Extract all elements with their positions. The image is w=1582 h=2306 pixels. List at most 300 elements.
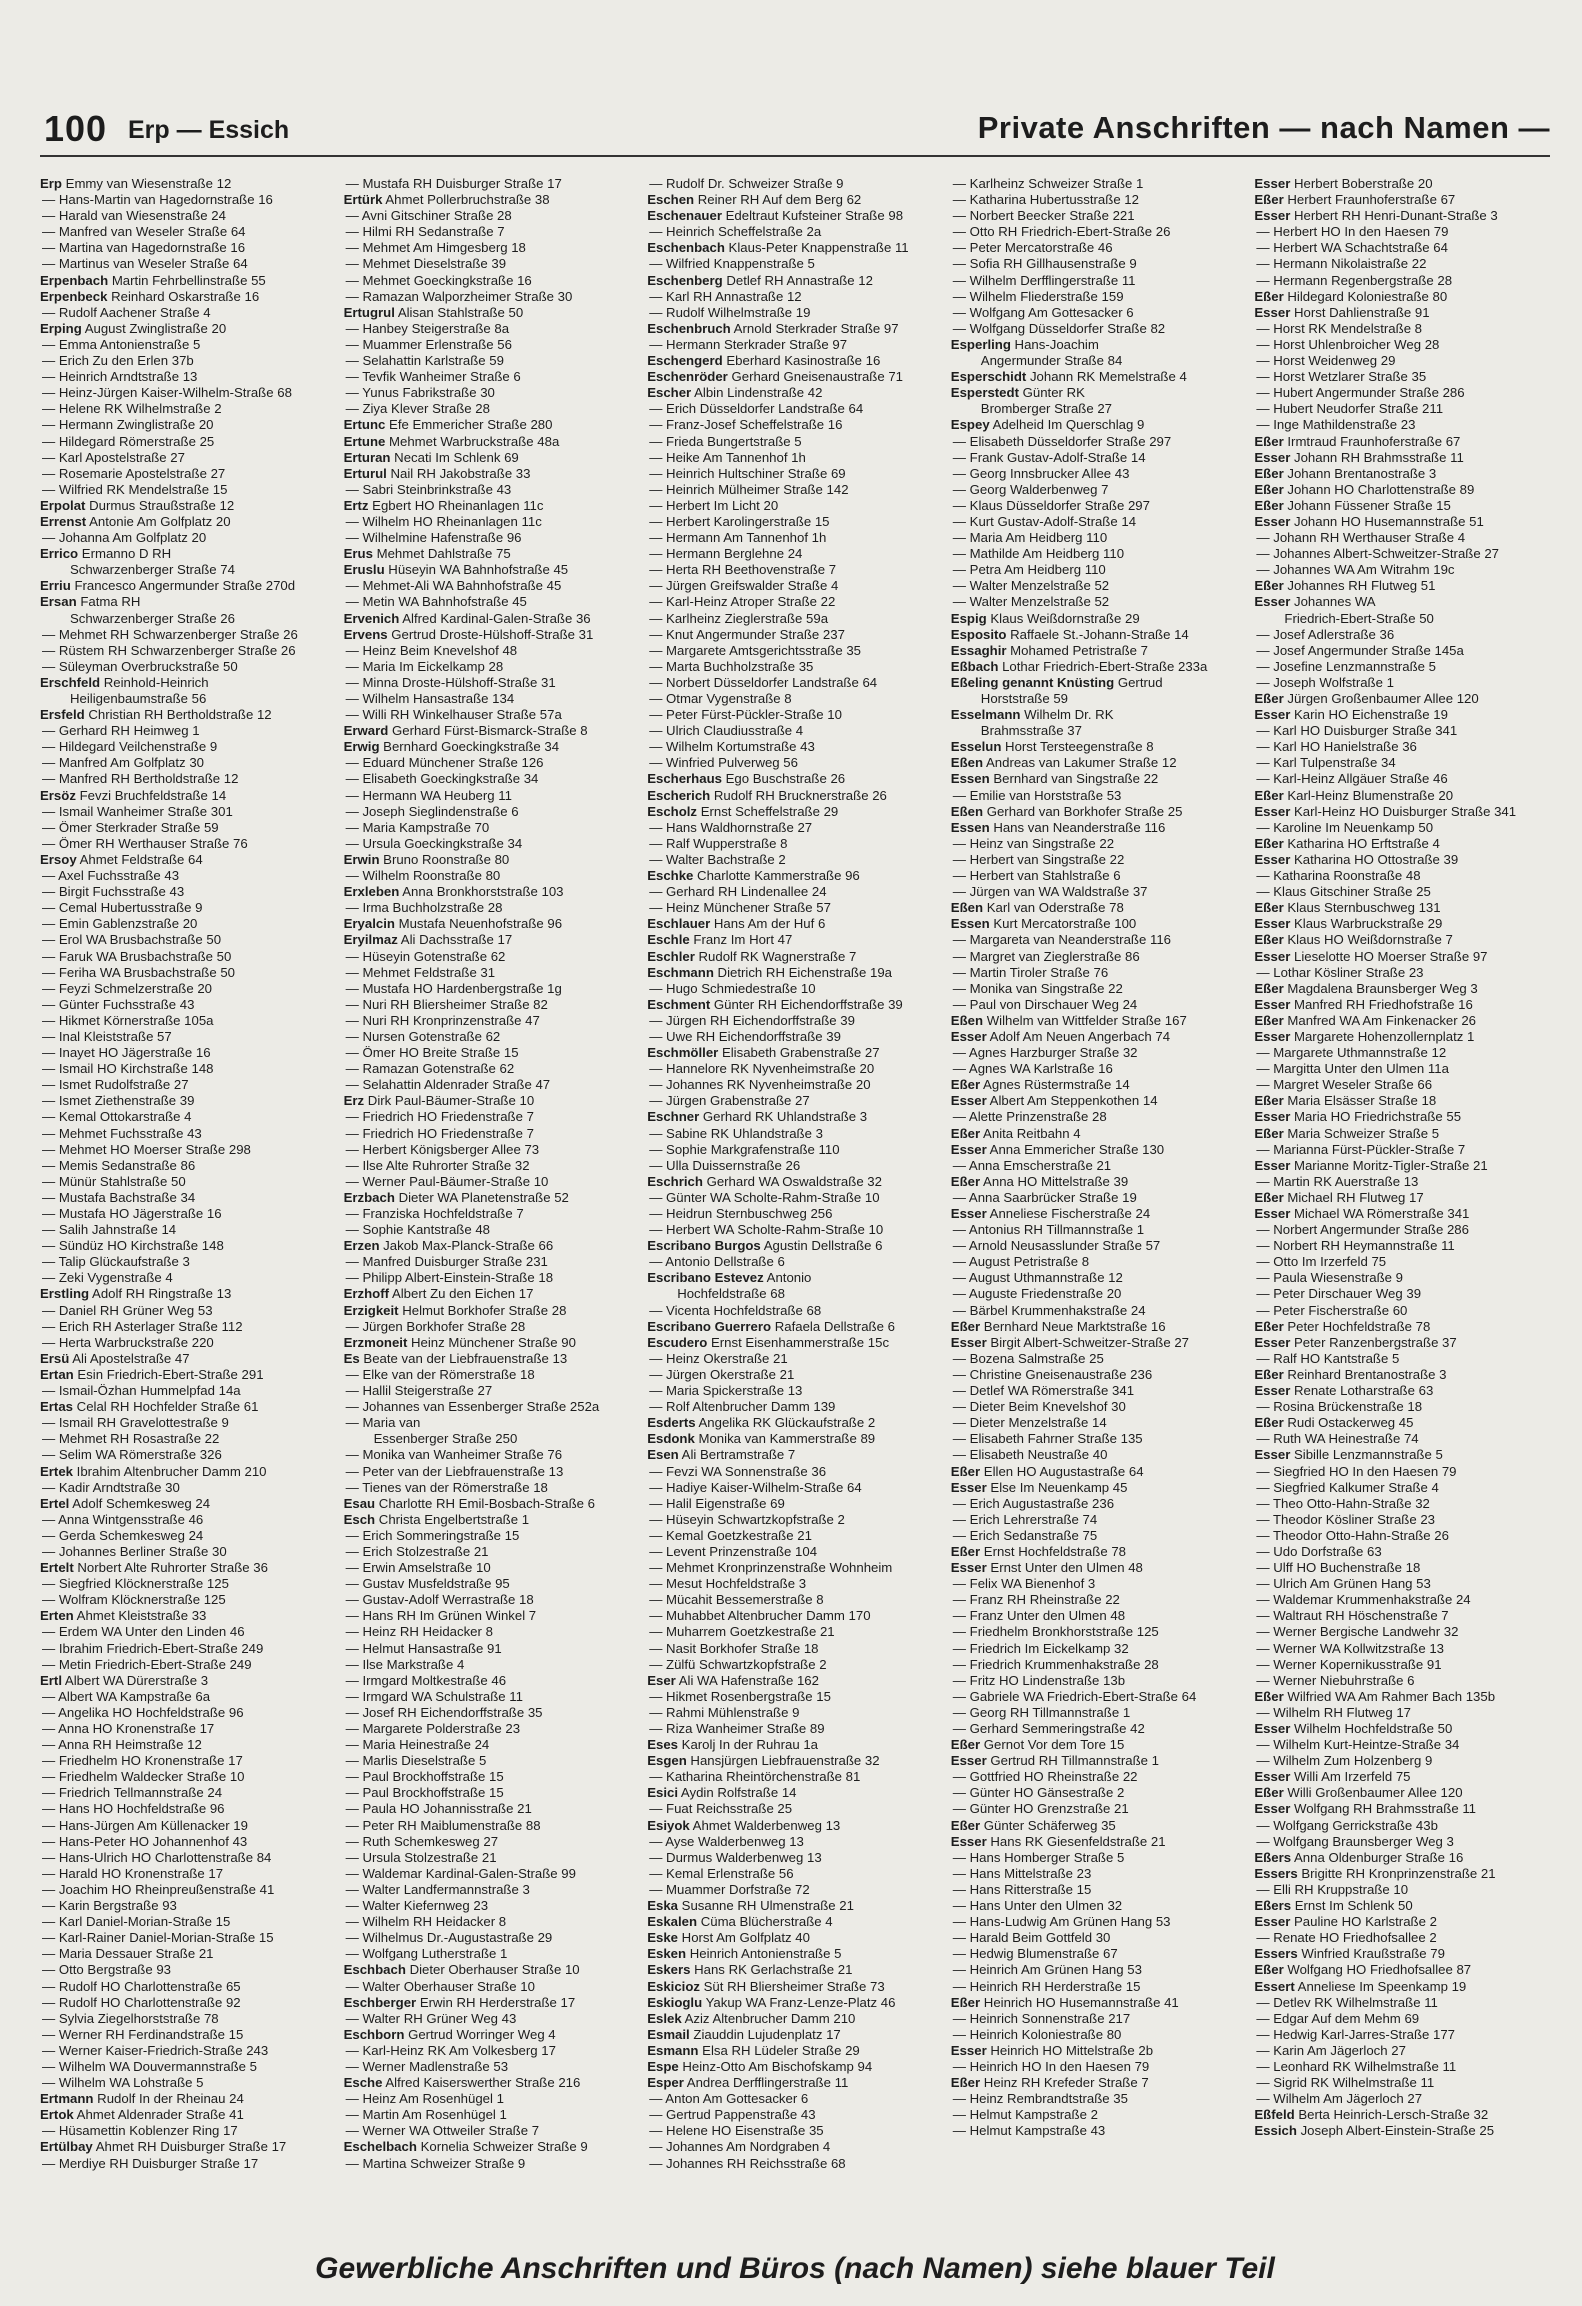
directory-entry: Esser Herbert RH Henri-Dunant-Straße 3 xyxy=(1254,208,1498,224)
directory-column-5 xyxy=(1254,176,1550,2226)
directory-entry: Eßer Jürgen Großenbaumer Allee 120 xyxy=(1254,691,1479,706)
directory-entry: — Jürgen van WA Waldstraße 37 xyxy=(952,884,1148,900)
directory-entry: Eßer Wilfried WA Am Rahmer Bach 135b xyxy=(1254,1688,1496,1704)
directory-entry: — Marianna Fürst-Pückler-Straße 7 xyxy=(1256,1141,1466,1157)
directory-entry: — Ramazan Gotenstraße 62 xyxy=(345,1061,515,1077)
directory-entry: — Angelika HO Hochfeldstraße 96 xyxy=(42,1704,244,1720)
directory-entry: — Elisabeth Goeckingkstraße 34 xyxy=(345,771,539,787)
directory-entry: — Hedwig Blumenstraße 67 xyxy=(952,1946,1118,1962)
directory-entry: Esser Peter Ranzenbergstraße 37 xyxy=(1254,1334,1457,1350)
directory-entry: Esper Andrea Derfflingerstraße 11 xyxy=(647,2075,849,2091)
directory-entry: — Mehmet Kronprinzenstraße Wohnheim xyxy=(649,1560,893,1576)
directory-entry: — Hannelore RK Nyvenheimstraße 20 xyxy=(649,1061,875,1077)
directory-entry: — Ruth WA Heinestraße 74 xyxy=(1256,1431,1419,1447)
directory-entry: — Wilhelm Roonstraße 80 xyxy=(345,868,501,884)
directory-entry: — Muhabbet Altenbrucher Damm 170 xyxy=(649,1608,871,1624)
directory-entry: — Petra Am Heidberg 110 xyxy=(952,562,1106,578)
directory-entry: — Riza Wanheimer Straße 89 xyxy=(649,1721,825,1736)
directory-entry: — Werner Paul-Bäumer-Straße 10 xyxy=(345,1173,549,1189)
directory-entry: Esselmann Wilhelm Dr. RK xyxy=(950,707,1114,723)
directory-entry: — Wilhelm Kortumstraße 43 xyxy=(649,739,815,755)
directory-entry: — Yunus Fabrikstraße 30 xyxy=(345,385,495,401)
directory-entry: — Friedrich Im Eickelkamp 32 xyxy=(952,1640,1129,1656)
directory-entry: — Mustafa HO Hardenbergstraße 1g xyxy=(345,980,562,996)
directory-entry: — Heinrich Hultschiner Straße 69 xyxy=(649,465,846,481)
directory-entry: — Manfred Duisburger Straße 231 xyxy=(345,1254,548,1270)
directory-entry: — Peter RH Maiblumenstraße 88 xyxy=(345,1817,541,1833)
directory-entry: — Norbert Beecker Straße 221 xyxy=(952,208,1135,224)
directory-entry: — Ömer Sterkrader Straße 59 xyxy=(42,819,219,835)
directory-entry: — Karin Am Jägerloch 27 xyxy=(1256,2042,1406,2058)
directory-entry: — Herbert Im Licht 20 xyxy=(649,497,779,513)
directory-entry: — Friedhelm Bronkhorststraße 125 xyxy=(952,1624,1159,1640)
directory-entry: — Peter Dirschauer Weg 39 xyxy=(1256,1286,1422,1302)
directory-entry: — Wilhelm RH Flutweg 17 xyxy=(1256,1704,1412,1720)
directory-entry: — Martin Am Rosenhügel 1 xyxy=(345,2107,507,2123)
directory-entry: Eßeling genannt Knüsting Gertrud xyxy=(950,674,1163,690)
directory-entry: — Maria Heinestraße 24 xyxy=(345,1737,490,1753)
directory-entry: — Maria Kampstraße 70 xyxy=(345,819,490,835)
directory-entry: Eses Karolj In der Ruhrau 1a xyxy=(647,1737,819,1753)
directory-entry: — Friedrich HO Friedenstraße 7 xyxy=(345,1109,534,1125)
directory-entry: — Jürgen Borkhofer Straße 28 xyxy=(345,1318,526,1334)
directory-entry: — Tevfik Wanheimer Straße 6 xyxy=(345,369,521,385)
directory-entry: — Elisabeth Neustraße 40 xyxy=(952,1447,1108,1463)
directory-entry: — Josef Adlerstraße 36 xyxy=(1256,626,1395,642)
directory-entry: Esser Maria HO Friedrichstraße 55 xyxy=(1254,1109,1462,1125)
directory-entry: — Johannes Berliner Straße 30 xyxy=(42,1543,227,1559)
directory-entry: — Kemal Ottokarstraße 4 xyxy=(42,1109,192,1125)
directory-entry: — Heinrich RH Herderstraße 15 xyxy=(952,1978,1141,1994)
directory-entry: — Josef RH Eichendorffstraße 35 xyxy=(345,1704,543,1720)
directory-entry: Erxleben Anna Bronkhorststraße 103 xyxy=(343,884,564,900)
directory-entry: — Mustafa RH Duisburger Straße 17 xyxy=(345,176,562,191)
directory-entry: Ertl Albert WA Dürerstraße 3 xyxy=(40,1672,209,1688)
directory-entry: — Ismail Wanheimer Straße 301 xyxy=(42,803,233,819)
directory-entry: Eßer Maria Elsässer Straße 18 xyxy=(1254,1093,1437,1109)
directory-entry: — Wilhelmus Dr.-Augustastraße 29 xyxy=(345,1930,553,1946)
directory-entry: Escher Albin Lindenstraße 42 xyxy=(647,385,823,401)
directory-entry: Esser Sibille Lenzmannstraße 5 xyxy=(1254,1447,1443,1463)
directory-entry: — Karlheinz Schweizer Straße 1 xyxy=(952,176,1144,191)
directory-entry: Eskioglu Yakup WA Franz-Lenze-Platz 46 xyxy=(647,1994,896,2010)
directory-entry: — Katharina Rheintörchenstraße 81 xyxy=(649,1769,861,1785)
directory-entry: — Fuat Reichsstraße 25 xyxy=(649,1801,793,1817)
directory-entry: — Wolfgang Braunsberger Weg 3 xyxy=(1256,1833,1454,1849)
directory-entry: — Herbert Königsberger Allee 73 xyxy=(345,1141,540,1157)
directory-entry: — Peter van der Liebfrauenstraße 13 xyxy=(345,1463,564,1479)
directory-entry: — Karin Bergstraße 93 xyxy=(42,1898,177,1914)
directory-entry: — Hubert Angermunder Straße 286 xyxy=(1256,385,1465,401)
directory-entry: — Rudolf Aachener Straße 4 xyxy=(42,304,211,320)
directory-entry: — Fevzi WA Sonnenstraße 36 xyxy=(649,1463,827,1479)
directory-entry: — Ursula Stolzestraße 21 xyxy=(345,1849,497,1865)
directory-entry: — Wilhelm Derfflingerstraße 11 xyxy=(952,272,1136,288)
directory-entry: — Selahattin Aldenrader Straße 47 xyxy=(345,1077,551,1093)
directory-entry: Eschelbach Kornelia Schweizer Straße 9 xyxy=(343,2139,588,2155)
footer-note: Gewerbliche Anschriften und Büros (nach Namen) siehe blauer Teil xyxy=(315,2252,1275,2285)
directory-entry: — Hermann WA Heuberg 11 xyxy=(345,787,512,803)
directory-entry: Escherich Rudolf RH Brucknerstraße 26 xyxy=(647,787,887,803)
directory-entry: — Ursula Goeckingkstraße 34 xyxy=(345,835,523,851)
directory-entry: — Hanbey Steigerstraße 8a xyxy=(345,320,510,336)
directory-entry: Esser Herbert Boberstraße 20 xyxy=(1254,176,1433,191)
directory-entry: — Martin Tiroler Straße 76 xyxy=(952,964,1109,980)
directory-entry: — Ilse Alte Ruhrorter Straße 32 xyxy=(345,1157,530,1173)
directory-entry: Erpolat Durmus Straußstraße 12 xyxy=(40,497,235,513)
directory-entry: — Sofia RH Gillhausenstraße 9 xyxy=(952,256,1137,272)
directory-entry: — Agnes Harzburger Straße 32 xyxy=(952,1045,1138,1061)
directory-entry: Esser Gertrud RH Tillmannstraße 1 xyxy=(950,1753,1159,1769)
directory-entry: Esser Wolfgang RH Brahmsstraße 11 xyxy=(1254,1801,1477,1817)
directory-entry: — Mehmet-Ali WA Bahnhofstraße 45 xyxy=(345,578,562,594)
directory-entry: Esser Horst Dahlienstraße 91 xyxy=(1254,304,1430,320)
directory-entry: — Rüstem RH Schwarzenberger Straße 26 xyxy=(42,642,296,658)
directory-entry: — Avni Gitschiner Straße 28 xyxy=(345,208,512,224)
directory-entry: — Hilmi RH Sedanstraße 7 xyxy=(345,224,505,240)
directory-entry: — Gabriele WA Friedrich-Ebert-Straße 64 xyxy=(952,1688,1197,1704)
directory-entry: Erturan Necati Im Schlenk 69 xyxy=(343,449,519,465)
directory-entry: Espe Heinz-Otto Am Bischofskamp 94 xyxy=(647,2058,873,2074)
directory-entry: — Josef Angermunder Straße 145a xyxy=(1256,642,1464,658)
directory-entry: Esser Anna Emmericher Straße 130 xyxy=(950,1141,1165,1157)
directory-entry: — Christine Gneisenaustraße 236 xyxy=(952,1366,1153,1382)
directory-entry: — Hallil Steigerstraße 27 xyxy=(345,1383,493,1399)
directory-entry: — Hans RH Im Grünen Winkel 7 xyxy=(345,1608,537,1624)
directory-entry: — Ismail RH Gravelottestraße 9 xyxy=(42,1415,229,1431)
directory-entry: — Marlis Dieselstraße 5 xyxy=(345,1753,487,1769)
directory-entry: — Karl HO Duisburger Straße 341 xyxy=(1256,723,1458,739)
directory-entry: Eßer Johannes RH Flutweg 51 xyxy=(1254,578,1436,594)
directory-entry: Esser Karl-Heinz HO Duisburger Straße 341 xyxy=(1254,803,1517,819)
directory-entry: Erping August Zwinglistraße 20 xyxy=(40,320,227,336)
directory-entry: — Katharina Roonstraße 48 xyxy=(1256,868,1421,884)
directory-entry: — Selahattin Karlstraße 59 xyxy=(345,353,504,369)
directory-entry: — Gustav-Adolf Werrastraße 18 xyxy=(345,1592,534,1608)
directory-entry: — Maria Spickerstraße 13 xyxy=(649,1383,803,1399)
directory-entry: Esperschidt Johann RK Memelstraße 4 xyxy=(950,369,1187,385)
directory-entry: — Anna Wintgensstraße 46 xyxy=(42,1511,204,1527)
directory-entry: Eskers Hans RK Gerlachstraße 21 xyxy=(647,1962,853,1978)
directory-entry: Espig Klaus Weißdornstraße 29 xyxy=(950,610,1140,626)
directory-entry: Essert Anneliese Im Speenkamp 19 xyxy=(1254,1978,1467,1994)
directory-entry: — Birgit Fuchsstraße 43 xyxy=(42,884,185,900)
directory-entry: — Hüseyin Gotenstraße 62 xyxy=(345,948,506,964)
directory-entry: — Hans Homberger Straße 5 xyxy=(952,1849,1125,1865)
directory-entry: — Ramazan Walporzheimer Straße 30 xyxy=(345,288,573,304)
directory-entry: — Rolf Altenbrucher Damm 139 xyxy=(649,1399,836,1415)
directory-entry: Eske Horst Am Golfplatz 40 xyxy=(647,1930,810,1946)
directory-entry: Esmann Elsa RH Lüdeler Straße 29 xyxy=(647,2042,860,2058)
directory-entry: — Sabri Steinbrinkstraße 43 xyxy=(345,481,512,497)
directory-entry: Essen Kurt Mercatorstraße 100 xyxy=(950,916,1137,932)
directory-entry: — Lothar Kösliner Straße 23 xyxy=(1256,964,1424,980)
directory-entry: Eruslu Hüseyin WA Bahnhofstraße 45 xyxy=(343,562,569,578)
directory-entry: — Mehmet RH Schwarzenberger Straße 26 xyxy=(42,626,298,642)
running-head: Erp — Essich xyxy=(128,116,290,144)
directory-entry: — Agnes WA Karlstraße 16 xyxy=(952,1061,1113,1077)
directory-entry: — Münür Stahlstraße 50 xyxy=(42,1173,186,1189)
directory-entry: — Monika van Wanheimer Straße 76 xyxy=(345,1447,563,1463)
directory-entry: — Otto RH Friedrich-Ebert-Straße 26 xyxy=(952,224,1171,240)
directory-entry: Esmail Ziauddin Lujudenplatz 17 xyxy=(647,2026,841,2042)
directory-entry: — Dieter Menzelstraße 14 xyxy=(952,1415,1107,1431)
directory-entry: — Klaus Gitschiner Straße 25 xyxy=(1256,884,1431,900)
directory-entry: Esser Willi Am Irzerfeld 75 xyxy=(1254,1769,1411,1785)
directory-entry: Eschenberg Detlef RH Annastraße 12 xyxy=(647,272,873,288)
directory-entry: Essen Hans van Neanderstraße 116 xyxy=(950,819,1166,835)
directory-entry: — Wilhelm RH Heidacker 8 xyxy=(345,1914,507,1930)
directory-entry: — Maria Am Heidberg 110 xyxy=(952,530,1108,546)
directory-entry: — Hermann Berglehne 24 xyxy=(649,546,803,562)
directory-entry: — Helmut Hansastraße 91 xyxy=(345,1640,502,1656)
directory-entry: Eßer Magdalena Braunsberger Weg 3 xyxy=(1254,980,1478,996)
directory-entry: Escribano Burgos Agustin Dellstraße 6 xyxy=(647,1238,883,1254)
directory-entry: — Jürgen Grabenstraße 27 xyxy=(649,1093,810,1109)
directory-entry: — Johannes WA Am Witrahm 19c xyxy=(1256,562,1455,578)
directory-entry: — Walter Menzelstraße 52 xyxy=(952,578,1110,594)
directory-entry: — Erwin Amselstraße 10 xyxy=(345,1560,491,1576)
directory-entry: — Fritz HO Lindenstraße 13b xyxy=(952,1672,1126,1688)
directory-entry: — Hans-Peter HO Johannenhof 43 xyxy=(42,1833,248,1849)
directory-entry: Eßer Johann Brentanostraße 3 xyxy=(1254,465,1437,481)
directory-entry: Erriu Francesco Angermunder Straße 270d xyxy=(40,578,296,594)
directory-entry: — Gerhard Semmeringstraße 42 xyxy=(952,1721,1145,1736)
directory-entry: — Margitta Unter den Ulmen 11a xyxy=(1256,1061,1449,1077)
directory-entry: Eschberger Erwin RH Herderstraße 17 xyxy=(343,1994,576,2010)
directory-entry: Erus Mehmet Dahlstraße 75 xyxy=(343,546,511,562)
directory-entry: Ersü Ali Apostelstraße 47 xyxy=(40,1350,190,1366)
directory-entry: — Heinz Am Rosenhügel 1 xyxy=(345,2091,504,2107)
directory-entry: Esen Ali Bertramstraße 7 xyxy=(647,1447,796,1463)
directory-entry: — Helene RK Wilhelmstraße 2 xyxy=(42,401,222,417)
directory-entry: — Ulla Duissernstraße 26 xyxy=(649,1157,801,1173)
directory-entry: — Elisabeth Fahrner Straße 135 xyxy=(952,1431,1143,1447)
directory-entry: — Ulrich Am Grünen Hang 53 xyxy=(1256,1576,1431,1592)
directory-entry: — Mücahit Bessemerstraße 8 xyxy=(649,1592,824,1608)
directory-entry: — Irma Buchholzstraße 28 xyxy=(345,900,503,916)
directory-entry: Eßer Maria Schweizer Straße 5 xyxy=(1254,1125,1440,1141)
directory-entry: Eschmöller Elisabeth Grabenstraße 27 xyxy=(647,1045,880,1061)
directory-entry: Esser Else Im Neuenkamp 45 xyxy=(950,1479,1128,1495)
directory-entry: Espey Adelheid Im Querschlag 9 xyxy=(950,417,1145,433)
directory-entry: Ertülbay Ahmet RH Duisburger Straße 17 xyxy=(40,2139,287,2155)
directory-entry: Eßer Peter Hochfeldstraße 78 xyxy=(1254,1318,1431,1334)
directory-entry: Ersfeld Christian RH Bertholdstraße 12 xyxy=(40,707,272,723)
directory-entry: — August Petristraße 8 xyxy=(952,1254,1090,1270)
directory-entry: — Nuri RH Bliersheimer Straße 82 xyxy=(345,996,548,1012)
directory-entry: Eßer Johann HO Charlottenstraße 89 xyxy=(1254,481,1475,497)
directory-entry: — Irmgard Moltkestraße 46 xyxy=(345,1672,507,1688)
directory-entry: — Margret van Zieglerstraße 86 xyxy=(952,948,1140,964)
directory-entry: — Herbert HO In den Haesen 79 xyxy=(1256,224,1449,240)
directory-entry: — Jürgen RH Eichendorffstraße 39 xyxy=(649,1012,855,1028)
directory-entry: Esser Margarete Hohenzollernplatz 1 xyxy=(1254,1028,1475,1044)
directory-entry: — Elisabeth Düsseldorfer Straße 297 xyxy=(952,433,1172,449)
directory-entry: — Emilie van Horststraße 53 xyxy=(952,787,1122,803)
directory-entry: — Klaus Düsseldorfer Straße 297 xyxy=(952,497,1150,513)
directory-entry: — Frieda Bungertstraße 5 xyxy=(649,433,802,449)
directory-entry: — Ömer RH Werthauser Straße 76 xyxy=(42,835,248,851)
directory-entry: — Erich Sommeringstraße 15 xyxy=(345,1527,520,1543)
directory-entry: — Margarete Amtsgerichtsstraße 35 xyxy=(649,642,861,658)
directory-entry: — Heinz Rembrandtstraße 35 xyxy=(952,2091,1128,2107)
directory-entry: — Heinrich HO In den Haesen 79 xyxy=(952,2058,1150,2074)
directory-entry: — Peter Fischerstraße 60 xyxy=(1256,1302,1408,1318)
directory-entry: Eschbach Dieter Oberhauser Straße 10 xyxy=(343,1962,580,1978)
directory-entry: — Theodor Kösliner Straße 23 xyxy=(1256,1511,1436,1527)
directory-entry: — Walter RH Grüner Weg 43 xyxy=(345,2010,517,2026)
directory-entry: Eryilmaz Ali Dachsstraße 17 xyxy=(343,932,513,948)
directory-entry: — Renate HO Friedhofsallee 2 xyxy=(1256,1930,1437,1946)
directory-entry: Schwarzenberger Straße 74 xyxy=(70,562,235,578)
directory-entry: Eßer Ernst Hochfeldstraße 78 xyxy=(950,1543,1126,1559)
directory-entry: — Günter Fuchsstraße 43 xyxy=(42,996,195,1012)
directory-entry: Eßer Michael RH Flutweg 17 xyxy=(1254,1189,1424,1205)
directory-entry: — Heinz van Singstraße 22 xyxy=(952,835,1115,851)
directory-entry: — Wilhelm Kurt-Heintze-Straße 34 xyxy=(1256,1737,1460,1753)
directory-entry: — Joseph Sieglindenstraße 6 xyxy=(345,803,519,819)
directory-entry: — Maria Dessauer Straße 21 xyxy=(42,1946,214,1962)
directory-entry: — Werner Kaiser-Friedrich-Straße 243 xyxy=(42,2042,269,2058)
directory-entry: — Wolfgang Lutherstraße 1 xyxy=(345,1946,508,1962)
directory-entry: Escholz Ernst Scheffelstraße 29 xyxy=(647,803,839,819)
directory-entry: Esperstedt Günter RK xyxy=(950,385,1085,401)
directory-entry: Eschenbruch Arnold Sterkrader Straße 97 xyxy=(647,320,899,336)
directory-entry: — Ismail HO Kirchstraße 148 xyxy=(42,1061,214,1077)
directory-entry: — Willi RH Winkelhauser Straße 57a xyxy=(345,707,562,723)
directory-entry: — Otmar Vygenstraße 8 xyxy=(649,691,792,706)
directory-entry: Ersöz Fevzi Bruchfeldstraße 14 xyxy=(40,787,227,803)
directory-entry: — Erol WA Brusbachstraße 50 xyxy=(42,932,222,948)
directory-entry: — Kurt Gustav-Adolf-Straße 14 xyxy=(952,513,1137,529)
directory-entry: — Georg Innsbrucker Allee 43 xyxy=(952,465,1130,481)
directory-entry: — Herbert WA Schachtstraße 64 xyxy=(1256,240,1448,256)
directory-entry: — Ibrahim Friedrich-Ebert-Straße 249 xyxy=(42,1640,264,1656)
directory-entry: — Levent Prinzenstraße 104 xyxy=(649,1543,818,1559)
directory-entry: — Bärbel Krummenhakstraße 24 xyxy=(952,1302,1146,1318)
directory-entry: Esperling Hans-Joachim xyxy=(950,336,1099,352)
directory-entry: — Manfred RH Bertholdstraße 12 xyxy=(42,771,239,787)
directory-entry: — Hans Waldhornstraße 27 xyxy=(649,819,813,835)
directory-entry: — Sophie Markgrafenstraße 110 xyxy=(649,1141,840,1157)
directory-entry: — Faruk WA Brusbachstraße 50 xyxy=(42,948,232,964)
directory-entry: Erward Gerhard Fürst-Bismarck-Straße 8 xyxy=(343,723,588,739)
directory-entry: Heiligenbaumstraße 56 xyxy=(70,691,207,706)
directory-entry: — Theo Otto-Hahn-Straße 32 xyxy=(1256,1495,1430,1511)
directory-entry: — Bozena Salmstraße 25 xyxy=(952,1350,1104,1366)
directory-entry: — Hermann Regenbergstraße 28 xyxy=(1256,272,1453,288)
directory-entry: Esser Ernst Unter den Ulmen 48 xyxy=(950,1560,1143,1576)
directory-entry: Esch Christa Engelbertstraße 1 xyxy=(343,1511,530,1527)
directory-entry: — Helmut Kampstraße 43 xyxy=(952,2123,1106,2139)
directory-entry: — Antonius RH Tillmannstraße 1 xyxy=(952,1222,1145,1238)
directory-entry: — Karlheinz Zieglerstraße 59a xyxy=(649,610,829,626)
directory-entry: Eßer Wolfgang HO Friedhofsallee 87 xyxy=(1254,1962,1472,1978)
directory-entry: — Waldemar Krummenhakstraße 24 xyxy=(1256,1592,1471,1608)
directory-entry: — Rahmi Mühlenstraße 9 xyxy=(649,1704,800,1720)
directory-entry: — Werner Bergische Landwehr 32 xyxy=(1256,1624,1459,1640)
directory-entry: Escribano Estevez Antonio xyxy=(647,1270,812,1286)
directory-entry: Friedrich-Ebert-Straße 50 xyxy=(1284,610,1434,626)
directory-entry: Ertek Ibrahim Altenbrucher Damm 210 xyxy=(40,1463,267,1479)
directory-entry: — Theodor Otto-Hahn-Straße 26 xyxy=(1256,1527,1449,1543)
directory-entry: — Dieter Beim Knevelshof 30 xyxy=(952,1399,1126,1415)
directory-entry: — Feriha WA Brusbachstraße 50 xyxy=(42,964,236,980)
directory-entry: — Wolfram Klöcknerstraße 125 xyxy=(42,1592,226,1608)
section-title: Private Anschriften — nach Namen — xyxy=(977,110,1550,145)
directory-entry: — Otto Im Irzerfeld 75 xyxy=(1256,1254,1387,1270)
directory-entry: — Sündüz HO Kirchstraße 148 xyxy=(42,1238,224,1254)
directory-entry: Esser Johannes WA xyxy=(1254,594,1376,610)
directory-entry: Brahmsstraße 37 xyxy=(980,723,1082,739)
directory-entry: — Wilhelm Zum Holzenberg 9 xyxy=(1256,1753,1433,1769)
directory-entry: — Paul Brockhoffstraße 15 xyxy=(345,1785,504,1801)
directory-entry: Eska Susanne RH Ulmenstraße 21 xyxy=(647,1898,854,1914)
directory-entry: — Inge Mathildenstraße 23 xyxy=(1256,417,1416,433)
directory-entry: — Mehmet Fuchsstraße 43 xyxy=(42,1125,202,1141)
directory-entry: Esser Heinrich HO Mittelstraße 2b xyxy=(950,2042,1154,2058)
directory-entry: — Hubert Neudorfer Straße 211 xyxy=(1256,401,1444,417)
directory-entry: Esser Pauline HO Karlstraße 2 xyxy=(1254,1914,1437,1930)
directory-entry: — Gerhard RH Heimweg 1 xyxy=(42,723,200,739)
directory-entry: — Nursen Gotenstraße 62 xyxy=(345,1028,501,1044)
directory-entry: — Hikmet Rosenbergstraße 15 xyxy=(649,1688,831,1704)
directory-entry: — Mathilde Am Heidberg 110 xyxy=(952,546,1125,562)
directory-entry: — Manfred van Weseler Straße 64 xyxy=(42,224,246,240)
directory-entry: — Elli RH Kruppstraße 10 xyxy=(1256,1881,1409,1897)
directory-entry: Eßer Ellen HO Augustastraße 64 xyxy=(950,1463,1144,1479)
directory-entry: Errenst Antonie Am Golfplatz 20 xyxy=(40,513,231,529)
directory-entry: — Mesut Hochfeldstraße 3 xyxy=(649,1576,807,1592)
directory-entry: — Mehmet Goeckingkstraße 16 xyxy=(345,272,532,288)
directory-entry: — Waltraut RH Höschenstraße 7 xyxy=(1256,1608,1449,1624)
directory-entry: Eßers Anna Oldenburger Straße 16 xyxy=(1254,1849,1464,1865)
directory-entry: — Ismail-Özhan Hummelpfad 14a xyxy=(42,1383,241,1399)
directory-entry: — Monika van Singstraße 22 xyxy=(952,980,1123,996)
directory-entry: Escudero Ernst Eisenhammerstraße 15c xyxy=(647,1334,890,1350)
directory-entry: — Mehmet HO Moerser Straße 298 xyxy=(42,1141,251,1157)
directory-entry: Eschlauer Hans Am der Huf 6 xyxy=(647,916,826,932)
directory-entry: — Herbert WA Scholte-Rahm-Straße 10 xyxy=(649,1222,884,1238)
directory-entry: — Helmut Kampstraße 2 xyxy=(952,2107,1098,2123)
directory-entry: Eschle Franz Im Hort 47 xyxy=(647,932,793,948)
directory-entry: Esser Klaus Warbruckstraße 29 xyxy=(1254,916,1443,932)
directory-column-1 xyxy=(40,176,336,2226)
directory-entry: — Elke van der Römerstraße 18 xyxy=(345,1366,535,1382)
directory-entry: Eßer Reinhard Brentanostraße 3 xyxy=(1254,1366,1447,1382)
directory-entry: Eschke Charlotte Kammerstraße 96 xyxy=(647,868,860,884)
directory-entry: Eßer Irmtraud Fraunhoferstraße 67 xyxy=(1254,433,1461,449)
directory-entry: — Peter Mercatorstraße 46 xyxy=(952,240,1113,256)
directory-entry: — Sigrid RK Wilhelmstraße 11 xyxy=(1256,2075,1435,2091)
directory-entry: — Mustafa Bachstraße 34 xyxy=(42,1189,196,1205)
directory-entry: — Johannes Am Nordgraben 4 xyxy=(649,2139,831,2155)
directory-entry: Esposito Raffaele St.-Johann-Straße 14 xyxy=(950,626,1189,642)
directory-entry: Eßer Hildegard Koloniestraße 80 xyxy=(1254,288,1448,304)
directory-entry: — Günter HO Grenzstraße 21 xyxy=(952,1801,1129,1817)
directory-entry: — Albert WA Kampstraße 6a xyxy=(42,1688,211,1704)
directory-entry: — Werner RH Ferdinandstraße 15 xyxy=(42,2026,244,2042)
directory-entry: — Erich Augustastraße 236 xyxy=(952,1495,1115,1511)
directory-entry: — Vicenta Hochfeldstraße 68 xyxy=(649,1302,822,1318)
directory-entry: Ertugrul Alisan Stahlstraße 50 xyxy=(343,304,524,320)
directory-entry: — Paul Brockhoffstraße 15 xyxy=(345,1769,504,1785)
directory-entry: — Auguste Friedenstraße 20 xyxy=(952,1286,1122,1302)
directory-entry: — Paula HO Johannisstraße 21 xyxy=(345,1801,532,1817)
directory-entry: Eschenröder Gerhard Gneisenaustraße 71 xyxy=(647,369,904,385)
directory-entry: Eßer Agnes Rüstermstraße 14 xyxy=(950,1077,1130,1093)
